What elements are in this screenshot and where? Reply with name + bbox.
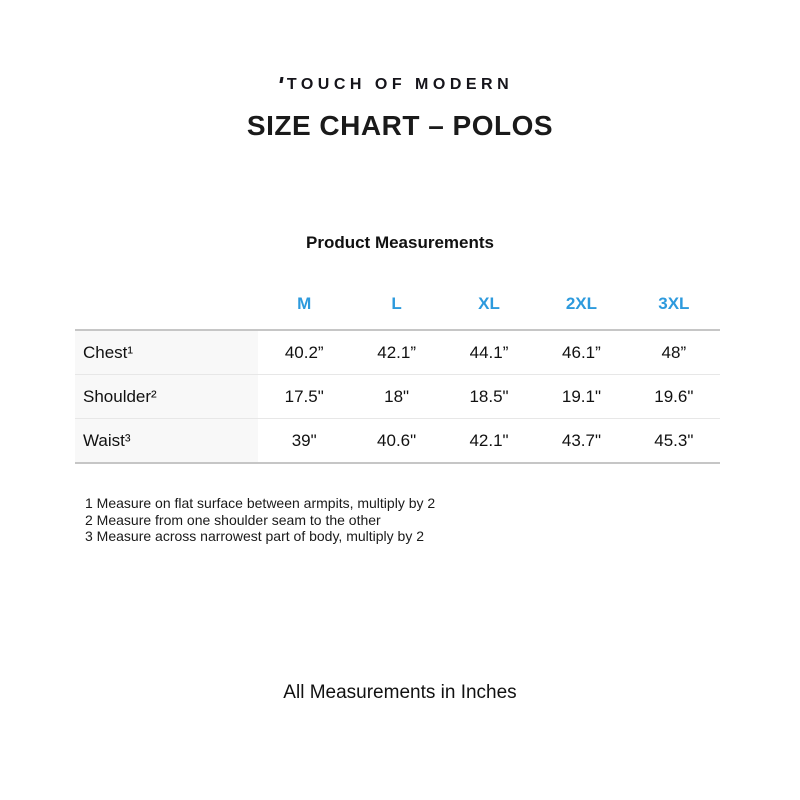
logo-tick-mark — [279, 77, 283, 83]
shoulder-value-3xl: 19.6" — [654, 386, 694, 406]
table-row-shoulder — [75, 374, 720, 418]
header-spacer-cell — [75, 278, 258, 329]
waist-value-xl: 42.1" — [469, 430, 509, 450]
footer-note: All Measurements in Inches — [283, 682, 517, 703]
size-column-header-xl: XL — [478, 293, 500, 313]
table-row-chest — [75, 331, 720, 374]
size-column-header-3xl: 3XL — [658, 293, 690, 313]
shoulder-value-m: 17.5" — [284, 386, 324, 406]
size-header-row — [75, 278, 720, 329]
shoulder-value-l: 18" — [384, 386, 410, 406]
size-column-header-m: M — [297, 293, 312, 313]
row-label-shoulder: Shoulder² — [75, 375, 258, 418]
table-row-waist — [75, 418, 720, 462]
size-table-body — [75, 329, 720, 464]
size-column-header-l: L — [391, 293, 402, 313]
chest-value-3xl: 48” — [661, 342, 687, 362]
waist-value-3xl: 45.3" — [654, 430, 694, 450]
brand-logo — [0, 76, 800, 94]
chest-value-2xl: 46.1” — [562, 342, 601, 362]
footnote-1: 1 Measure on flat surface between armpits, multiply by 2 — [85, 495, 436, 511]
brand-name: TOUCH OF MODERN — [286, 76, 514, 93]
chest-value-xl: 44.1” — [469, 342, 509, 362]
footnote-3: 3 Measure across narrowest part of body, multiply by 2 — [85, 528, 425, 544]
measurement-footnotes — [85, 495, 435, 545]
chest-value-l: 42.1” — [377, 342, 416, 362]
size-chart-table — [75, 278, 720, 464]
chest-value-m: 40.2” — [284, 342, 324, 362]
footnote-2: 2 Measure from one shoulder seam to the other — [85, 511, 381, 528]
waist-value-m: 39" — [291, 430, 317, 450]
table-title: Product Measurements — [306, 233, 494, 252]
shoulder-value-2xl: 19.1" — [561, 386, 601, 406]
shoulder-value-xl: 18.5" — [469, 386, 509, 406]
waist-value-l: 40.6" — [377, 430, 417, 450]
row-label-waist: Waist³ — [75, 419, 258, 462]
size-column-header-2xl: 2XL — [565, 293, 598, 313]
waist-value-2xl: 43.7" — [561, 430, 601, 450]
page-title: SIZE CHART – POLOS — [246, 110, 554, 141]
row-label-chest: Chest¹ — [75, 331, 258, 374]
